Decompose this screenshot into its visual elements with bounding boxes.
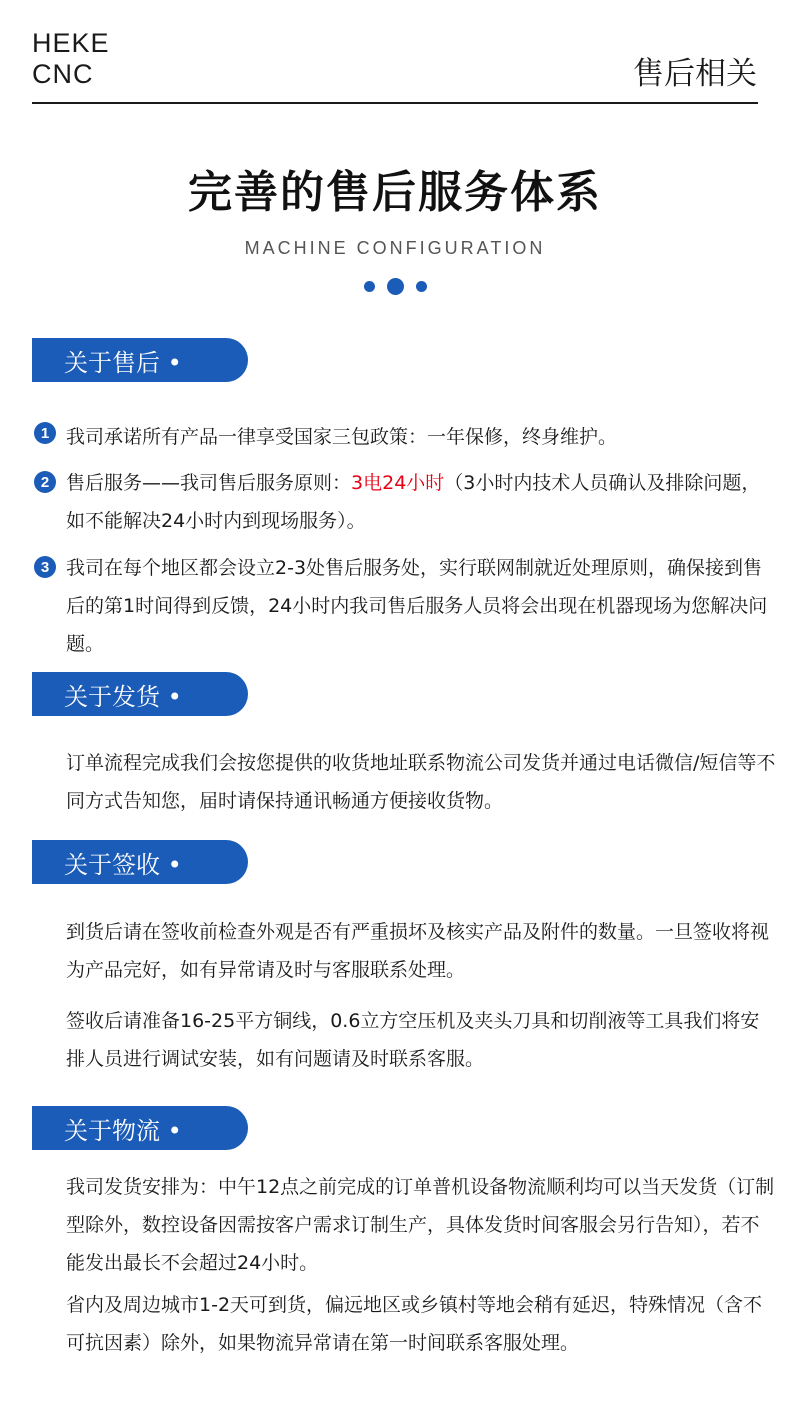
header-divider <box>32 102 758 104</box>
shipping-badge: 关于发货 • <box>32 672 248 716</box>
brand-line-2: CNC <box>32 59 94 89</box>
section-title: 售后相关 <box>633 56 757 92</box>
aftersale-badge: 关于售后 • <box>32 338 248 382</box>
number-1-icon: 1 <box>34 422 56 444</box>
aftersale-item-2 <box>66 464 778 540</box>
aftersale-item-1: 我司承诺所有产品一律享受国家三包政策：一年保修，终身维护。 <box>66 426 618 448</box>
number-2-icon: 2 <box>34 471 56 493</box>
aftersale-item-2-highlight: 3电24小时 <box>351 472 445 494</box>
logistics-paragraph-1: 我司发货安排为：中午12点之前完成的订单普机设备物流顺利均可以当天发货（订制型除外，数控设备因需按客户需求订制生产，具体发货时间客服会另行告知），若不能发出最长不会超过24小时。 <box>66 1176 775 1274</box>
number-3-icon: 3 <box>34 556 56 578</box>
receipt-paragraph-2: 签收后请准备16-25平方铜线，0.6立方空压机及夹头刀具和切削液等工具我们将安排人员进行调试安装，如有问题请及时联系客服。 <box>66 1010 760 1070</box>
receipt-paragraph-1: 到货后请在签收前检查外观是否有严重损坏及核实产品及附件的数量。一旦签收将视为产品完好，如有异常请及时与客服联系处理。 <box>66 921 770 981</box>
dot-icon <box>364 281 375 292</box>
aftersale-item-2-text-b: （3小时内技术人员确认及排除问题，如不能解决24小时内到现场服务）。 <box>66 472 761 532</box>
page-title: 完善的售后服务体系 <box>188 167 602 218</box>
receipt-badge: 关于签收 • <box>32 840 248 884</box>
shipping-text: 订单流程完成我们会按您提供的收货地址联系物流公司发货并通过电话微信/短信等不同方式告知您，届时请保持通讯畅通方便接收货物。 <box>66 752 776 812</box>
dot-icon <box>416 281 427 292</box>
page-subtitle: MACHINE CONFIGURATION <box>244 238 546 258</box>
logistics-badge: 关于物流 • <box>32 1106 248 1150</box>
decorative-dots <box>0 278 790 295</box>
brand-line-1: HEKE <box>32 28 110 58</box>
aftersale-item-3: 我司在每个地区都会设立2-3处售后服务处，实行联网制就近处理原则，确保接到售后的第1时间得到反馈，24小时内我司售后服务人员将会出现在机器现场为您解决问题。 <box>66 557 768 655</box>
dot-icon <box>387 278 404 295</box>
aftersale-item-2-text-a: 售后服务——我司售后服务原则： <box>66 472 352 494</box>
logistics-paragraph-2: 省内及周边城市1-2天可到货，偏远地区或乡镇村等地会稍有延迟，特殊情况（含不可抗因素）除外，如果物流异常请在第一时间联系客服处理。 <box>66 1294 763 1354</box>
brand-logo <box>32 28 110 90</box>
